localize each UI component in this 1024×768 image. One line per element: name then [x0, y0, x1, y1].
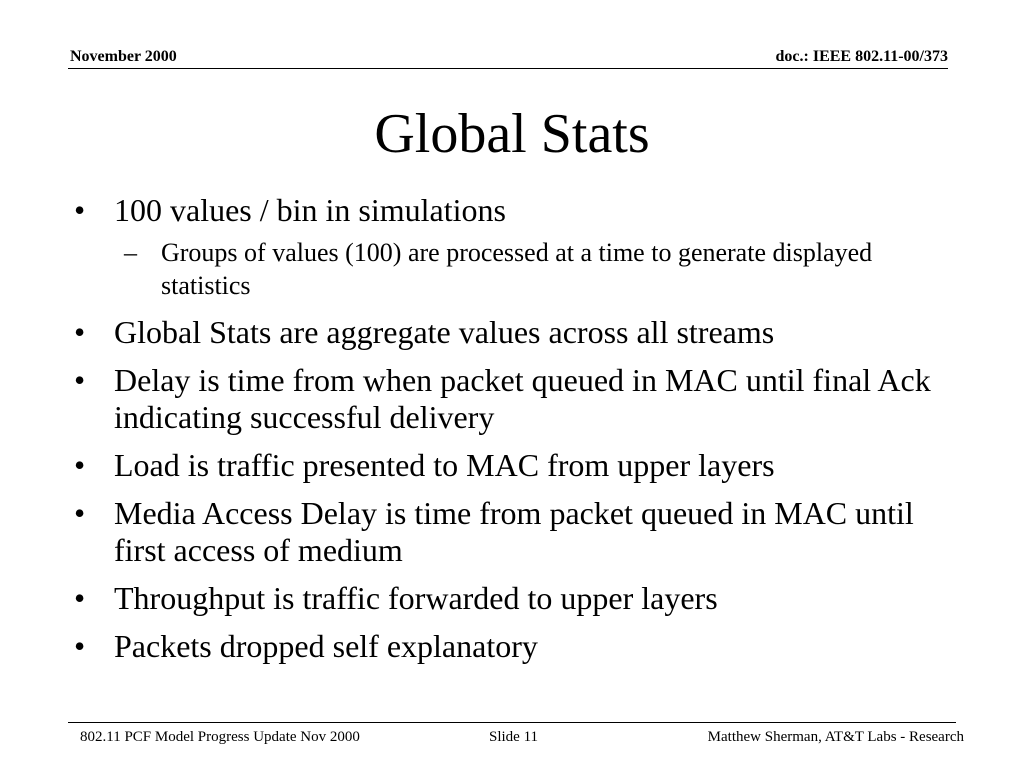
slide-title: Global Stats [374, 103, 650, 165]
bullet-item [74, 628, 964, 665]
bullet-text: Throughput is traffic forwarded to upper layers [114, 580, 718, 616]
bullet-marker: • [74, 628, 86, 664]
bullet-marker: • [74, 447, 86, 483]
bullet-list [74, 192, 964, 676]
footer-author: Matthew Sherman, AT&T Labs - Research [707, 729, 964, 745]
bullet-text: Global Stats are aggregate values across all streams [114, 314, 775, 350]
sub-bullet-text: Groups of values (100) are processed at a time to generate displayed statistics [161, 238, 873, 300]
bullet-item [74, 192, 964, 229]
bullet-item [74, 580, 964, 617]
bullet-item [74, 362, 964, 436]
footer-slide-number: Slide 11 [489, 729, 539, 745]
bullet-marker: • [74, 580, 86, 616]
header-rule [68, 68, 948, 69]
sub-bullet-item [124, 236, 964, 302]
bullet-text: Media Access Delay is time from packet queued in MAC until first access of medium [114, 495, 914, 568]
bullet-item [74, 447, 964, 484]
footer-rule [68, 722, 956, 723]
bullet-marker: • [74, 192, 86, 228]
bullet-marker: • [74, 362, 86, 398]
footer-presentation-title: 802.11 PCF Model Progress Update Nov 2000 [80, 729, 360, 745]
bullet-text: Packets dropped self explanatory [114, 628, 538, 664]
header-doc-id: doc.: IEEE 802.11-00/373 [775, 48, 948, 65]
bullet-item [74, 495, 964, 569]
bullet-text: Load is traffic presented to MAC from upper layers [114, 447, 775, 483]
bullet-text: Delay is time from when packet queued in MAC until final Ack indicating successful delivery [114, 362, 931, 435]
bullet-text: 100 values / bin in simulations [114, 192, 506, 228]
header-date: November 2000 [70, 48, 177, 65]
bullet-marker: • [74, 495, 86, 531]
bullet-item [74, 314, 964, 351]
sub-bullet-marker: – [124, 238, 137, 267]
bullet-marker: • [74, 314, 86, 350]
